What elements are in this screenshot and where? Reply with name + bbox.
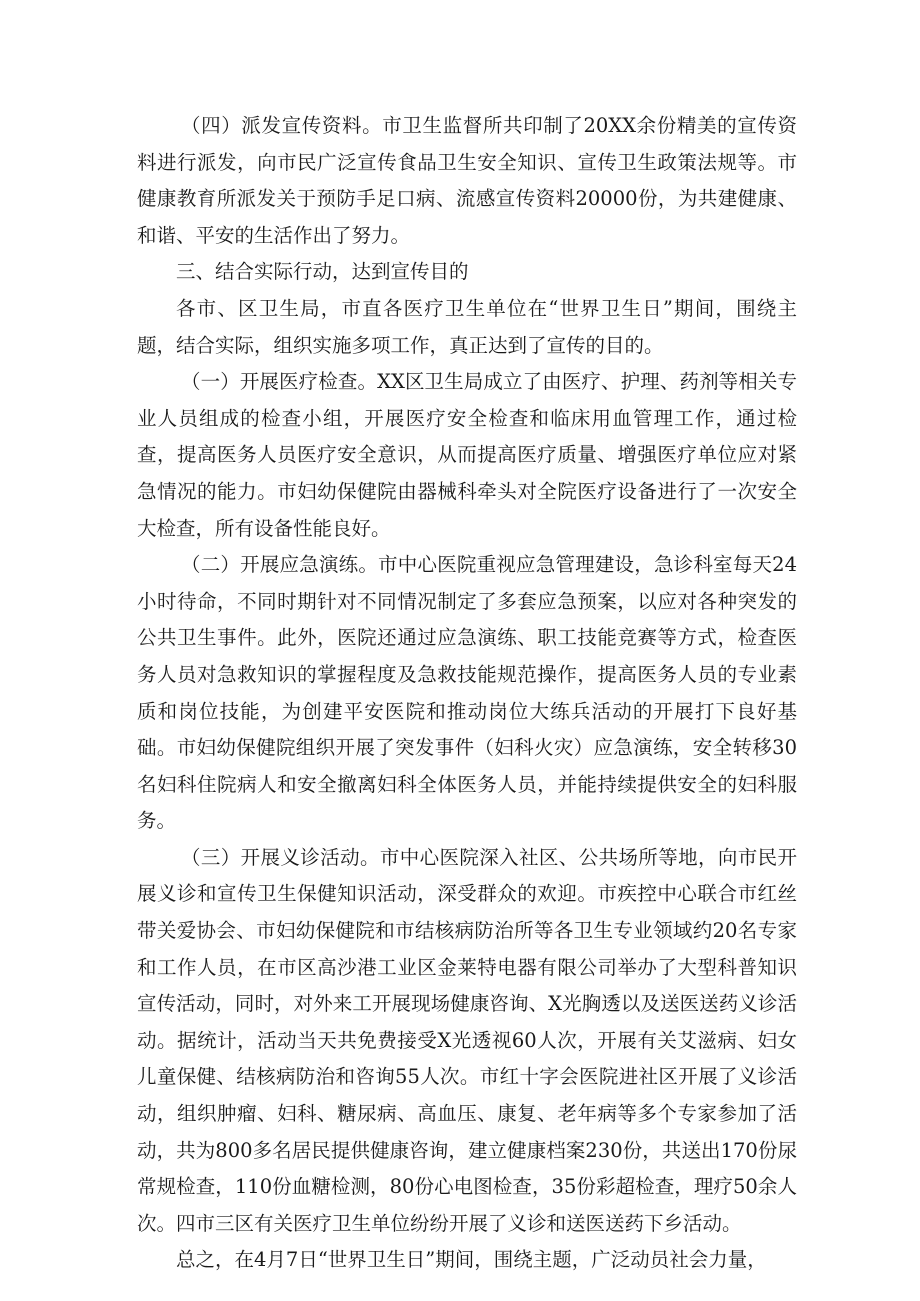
paragraph-summary: 总之，在4月7日“世界卫生日”期间，围绕主题，广泛动员社会力量，	[176, 1248, 767, 1272]
document-body	[137, 108, 797, 1279]
paragraph-medical-inspection: （一）开展医疗检查。XX区卫生局成立了由医疗、护理、药剂等相关专业人员组成的检查小组，开展医疗安全检查和临床用血管理工作，通过检查，提高医务人员医疗安全意识，从而提高医疗质量、增强医疗单位应对紧急情况的能力。市妇幼保健院由器械科牵头对全院医疗设备进行了一次安全大检查，所有设备性能良好。	[137, 370, 797, 540]
paragraph-free-clinic: （三）开展义诊活动。市中心医院深入社区、公共场所等地，向市民开展义诊和宣传卫生保健知识活动，深受群众的欢迎。市疾控中心联合市红丝带关爱协会、市妇幼保健院和市结核病防治所等各卫生专业领域约20名专家和工作人员，在市区高沙港工业区金莱特电器有限公司举办了大型科普知识宣传活动，同时，对外来工开展现场健康咨询、X光胸透以及送医送药义诊活动。据统计，活动当天共免费接受X光透视60人次，开展有关艾滋病、妇女儿童保健、结核病防治和咨询55人次。市红十字会医院进社区开展了义诊活动，组织肿瘤、妇科、糖尿病、高血压、康复、老年病等多个专家参加了活动，共为800多名居民提供健康咨询，建立健康档案230份，共送出170份尿常规检查，110份血糖检测，80份心电图检查，35份彩超检查，理疗50余人次。四市三区有关医疗卫生单位纷纷开展了义诊和送医送药下乡活动。	[137, 845, 797, 1235]
paragraph-section-intro: 各市、区卫生局，市直各医疗卫生单位在“世界卫生日”期间，围绕主题，结合实际，组织实施多项工作，真正达到了宣传的目的。	[137, 296, 797, 357]
paragraph-emergency-drill: （二）开展应急演练。市中心医院重视应急管理建设，急诊科室每天24小时待命，不同时期针对不同情况制定了多套应急预案，以应对各种突发的公共卫生事件。此外，医院还通过应急演练、职工技能竞赛等方式，检查医务人员对急救知识的掌握程度及急救技能规范操作，提高医务人员的专业素质和岗位技能，为创建平安医院和推动岗位大练兵活动的开展打下良好基础。市妇幼保健院组织开展了突发事件（妇科火灾）应急演练，安全转移30名妇科住院病人和安全撤离妇科全体医务人员，并能持续提供安全的妇科服务。	[137, 553, 797, 833]
paragraph-distribute-materials: （四）派发宣传资料。市卫生监督所共印制了20XX余份精美的宣传资料进行派发，向市民广泛宣传食品卫生安全知识、宣传卫生政策法规等。市健康教育所派发关于预防手足口病、流感宣传资料20000份，为共建健康、和谐、平安的生活作出了努力。	[137, 114, 797, 247]
section-heading-three: 三、结合实际行动，达到宣传目的	[176, 260, 469, 284]
